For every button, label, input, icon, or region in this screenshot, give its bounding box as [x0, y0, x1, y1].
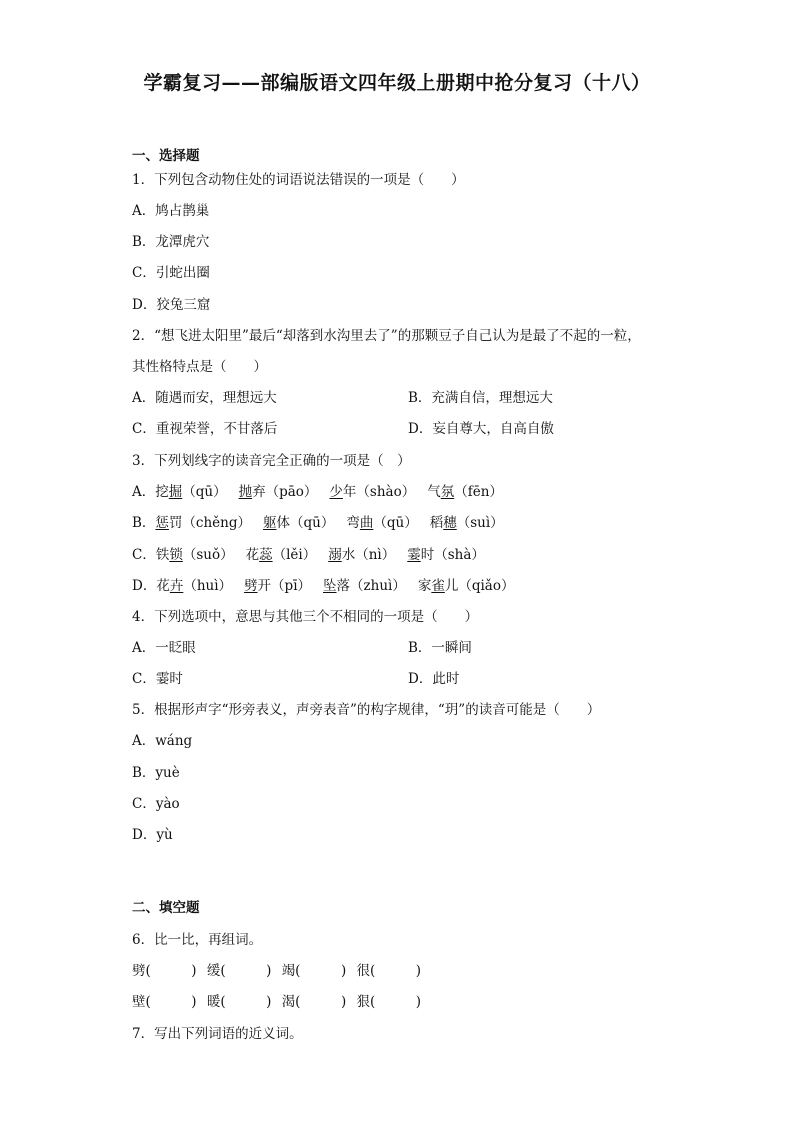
question-2-stem-line1: 2．“想飞进太阳里”最后“却落到水沟里去了”的那颗豆子自己认为是最了不起的一粒， — [132, 328, 641, 344]
underlined-character: 雀 — [431, 578, 445, 594]
option-label: A． — [132, 484, 156, 500]
pinyin-item-suffix: （fēn） — [454, 484, 503, 500]
underlined-character: 惩 — [155, 515, 169, 531]
question-7-stem: 7．写出下列词语的近义词。 — [132, 1026, 303, 1042]
underlined-character: 坠 — [323, 578, 337, 594]
question-6-row-1 — [132, 961, 427, 981]
underlined-character: 劈 — [244, 578, 258, 594]
pinyin-item — [430, 513, 504, 533]
underlined-character: 溺 — [328, 547, 342, 563]
pinyin-item-suffix: 儿（qiǎo） — [444, 578, 515, 594]
underlined-character: 霎 — [407, 547, 421, 563]
pinyin-item-suffix: 水（nì） — [341, 547, 396, 563]
question-6-stem: 6．比一比，再组词。 — [132, 932, 263, 948]
underlined-character: 躯 — [263, 515, 277, 531]
underlined-character: 曲 — [359, 515, 374, 531]
pinyin-item-suffix: （qū） — [182, 484, 227, 500]
pinyin-item — [407, 545, 485, 565]
pinyin-item — [156, 545, 234, 565]
underlined-character: 锁 — [169, 547, 183, 563]
option-label: D． — [132, 578, 157, 594]
pinyin-item-suffix: 落（zhuì） — [336, 578, 406, 594]
option-label: C． — [132, 547, 156, 563]
question-3-option-row — [132, 576, 526, 596]
underlined-character: 抛 — [238, 484, 253, 500]
pinyin-item-suffix: （huì） — [183, 578, 233, 594]
pinyin-item-prefix: 弯 — [346, 515, 360, 531]
pinyin-item-prefix: 家 — [417, 578, 432, 594]
question-5-stem: 5．根据形声字“形旁表义，声旁表音”的构字规律，“玥”的读音可能是（ ） — [132, 702, 601, 718]
question-3-option-row — [132, 545, 497, 565]
pinyin-item-suffix: （qū） — [373, 515, 418, 531]
underlined-character: 穗 — [443, 515, 457, 531]
pinyin-item-suffix: （lěi） — [272, 547, 317, 563]
underlined-character: 蕊 — [259, 547, 273, 563]
pinyin-item-suffix: （suǒ） — [182, 547, 234, 563]
fill-blank-item[interactable]: 竭( ) — [281, 963, 347, 979]
pinyin-item — [239, 482, 318, 502]
question-1-option-b: B．龙潭虎穴 — [132, 234, 210, 250]
pinyin-item — [346, 513, 417, 533]
pinyin-item-suffix: 开（pī） — [257, 578, 312, 594]
question-5-option-d: D．yù — [132, 827, 173, 843]
question-4-stem: 4．下列选项中，意思与其他三个不相同的一项是（ ） — [132, 609, 479, 625]
question-3-stem: 3．下列划线字的读音完全正确的一项是（ ） — [132, 453, 411, 469]
underlined-character: 掘 — [168, 484, 183, 500]
pinyin-item-suffix: 弃（pāo） — [252, 484, 318, 500]
pinyin-item-prefix: 花 — [245, 547, 260, 563]
question-5-option-a: A．wáng — [132, 733, 193, 749]
question-4-option-d: D．此时 — [408, 671, 460, 687]
underlined-character: 氛 — [440, 484, 455, 500]
pinyin-item-prefix: 气 — [427, 484, 441, 500]
pinyin-item — [418, 576, 515, 596]
question-2-option-d: D．妄自尊大，自高自傲 — [408, 421, 554, 437]
pinyin-item — [329, 482, 415, 502]
question-3-option-row — [132, 513, 516, 533]
underlined-character: 少 — [329, 484, 343, 500]
question-5-option-b: B．yuè — [132, 765, 180, 781]
fill-blank-item[interactable]: 缓( ) — [206, 963, 272, 979]
question-2-option-a: A．随遇而安，理想远大 — [132, 390, 277, 406]
pinyin-item-suffix: （suì） — [456, 515, 504, 531]
question-2-stem-line2: 其性格特点是（ ） — [132, 359, 267, 375]
pinyin-item — [328, 545, 395, 565]
fill-blank-item[interactable]: 暖( ) — [206, 994, 272, 1010]
question-1-option-d: D．狡兔三窟 — [132, 297, 211, 313]
section-heading-fill: 二、填空题 — [132, 900, 200, 916]
option-label: B． — [132, 515, 156, 531]
question-5-option-c: C．yào — [132, 796, 180, 812]
fill-blank-item[interactable]: 壁( ) — [132, 994, 197, 1010]
page-title: 学霸复习——部编版语文四年级上册期中抢分复习（十八） — [143, 72, 651, 94]
question-6-row-2 — [132, 992, 427, 1012]
question-1-option-c: C．引蛇出圈 — [132, 265, 210, 281]
pinyin-item-suffix: 罚（chěng） — [168, 515, 252, 531]
fill-blank-item[interactable]: 狠( ) — [356, 994, 422, 1010]
fill-blank-item[interactable]: 渴( ) — [281, 994, 347, 1010]
question-4-option-b: B．一瞬间 — [408, 640, 472, 656]
pinyin-item-prefix: 稻 — [429, 515, 444, 531]
fill-blank-item[interactable]: 劈( ) — [132, 963, 197, 979]
pinyin-item — [246, 545, 317, 565]
fill-blank-item[interactable]: 很( ) — [356, 963, 422, 979]
pinyin-item-prefix: 花 — [156, 578, 170, 594]
section-heading-choice: 一、选择题 — [132, 148, 200, 164]
question-2-option-c: C．重视荣誉，不甘落后 — [132, 421, 278, 437]
question-4-option-c: C．霎时 — [132, 671, 183, 687]
pinyin-item — [323, 576, 406, 596]
question-1-option-a: A．鸠占鹊巢 — [132, 203, 210, 219]
pinyin-item — [155, 513, 251, 533]
question-1-stem: 1．下列包含动物住处的词语说法错误的一项是（ ） — [132, 172, 465, 188]
question-3-option-row — [132, 482, 515, 502]
pinyin-item-prefix: 挖 — [155, 484, 169, 500]
pinyin-item — [155, 482, 226, 502]
pinyin-item-suffix: 年（shào） — [342, 484, 416, 500]
underlined-character: 卉 — [169, 578, 184, 594]
question-2-option-b: B．充满自信，理想远大 — [408, 390, 553, 406]
pinyin-item — [156, 576, 232, 596]
pinyin-item-suffix: 时（shà） — [420, 547, 485, 563]
pinyin-item-prefix: 铁 — [155, 547, 170, 563]
pinyin-item-suffix: 体（qū） — [276, 515, 335, 531]
question-4-option-a: A．一眨眼 — [132, 640, 196, 656]
pinyin-item — [427, 482, 503, 502]
pinyin-item — [244, 576, 311, 596]
pinyin-item — [263, 513, 334, 533]
